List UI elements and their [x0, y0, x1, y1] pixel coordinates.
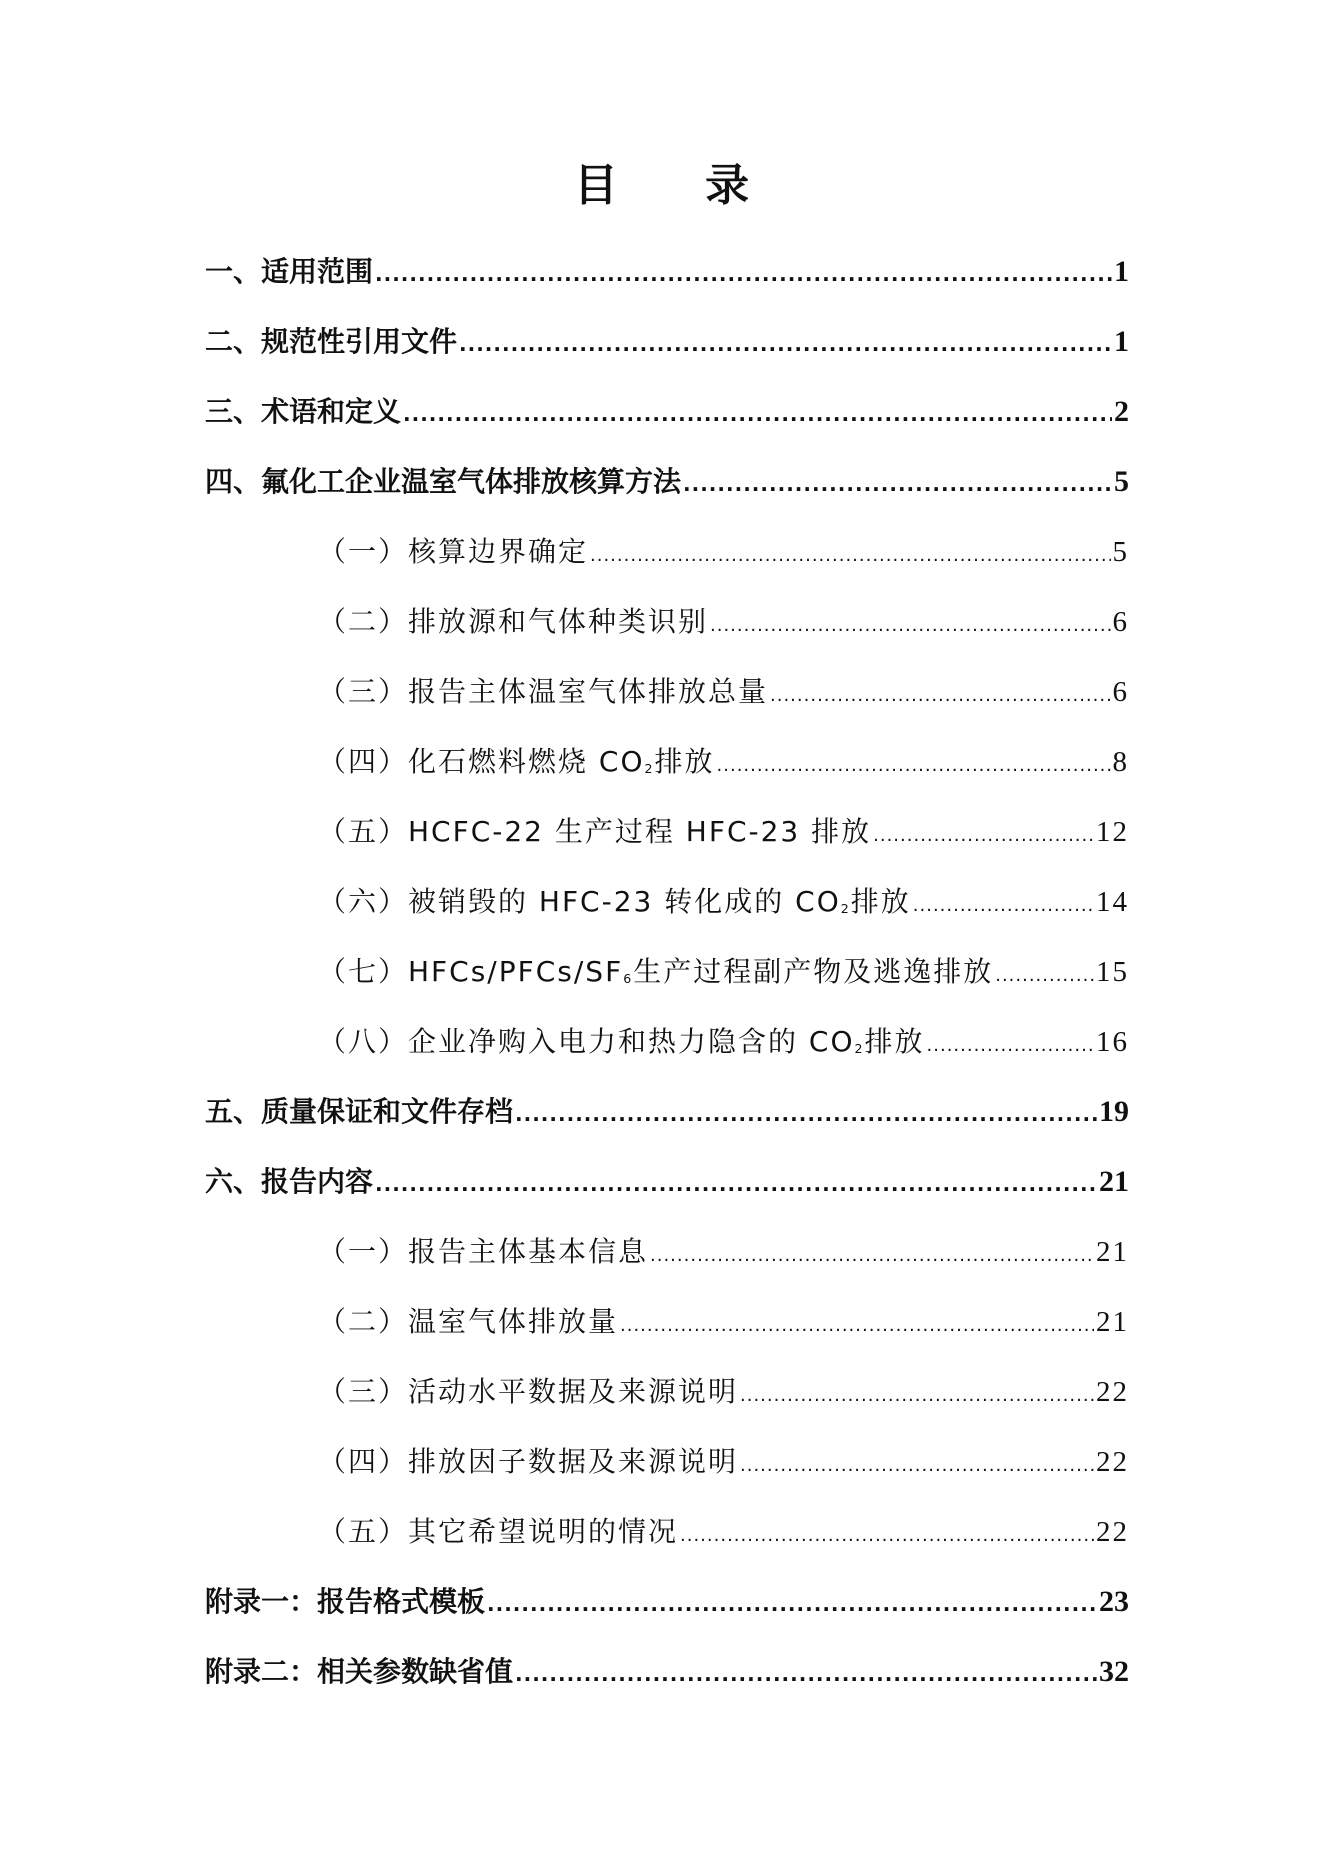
toc-entry-quality-assurance[interactable] — [205, 1090, 1129, 1134]
toc-leader-dots — [375, 1162, 1097, 1206]
toc-entry-text: 六、报告内容 — [205, 1165, 374, 1198]
toc-page-number: 19 — [1099, 1095, 1129, 1128]
toc-subentry-electricity-heat[interactable] — [318, 1020, 1129, 1064]
toc-page-number: 6 — [1112, 606, 1129, 638]
toc-entry-text: 三、术语和定义 — [205, 395, 402, 428]
toc-entry-text: （二）排放源和气体种类识别 — [318, 605, 709, 638]
toc-entry-text: （六）被销毁的 HFC-23 转化成的 $CO_2$排放 — [318, 885, 911, 918]
toc-page-number: 6 — [1112, 676, 1129, 708]
toc-subentry-hcfc22[interactable] — [318, 810, 1129, 854]
toc-page-number: 15 — [1096, 956, 1129, 988]
toc-entry-text: 一、适用范围 — [205, 255, 374, 288]
toc-subentry-activity-data[interactable] — [318, 1370, 1129, 1414]
toc-leader-dots — [487, 1582, 1097, 1626]
toc-page-number: 12 — [1096, 816, 1129, 848]
toc-page-number: 2 — [1114, 395, 1129, 428]
toc-subentry-hfc23-destroyed[interactable] — [318, 880, 1129, 924]
subscript: 2 — [644, 760, 655, 776]
toc-subentry-byproduct-fugitive[interactable] — [318, 950, 1129, 994]
toc-subentry-total-emissions[interactable] — [318, 670, 1129, 714]
toc-entry-normative-references[interactable] — [205, 320, 1129, 364]
toc-entry-accounting-method[interactable] — [205, 460, 1129, 504]
toc-entry-text: 四、氟化工企业温室气体排放核算方法 — [205, 465, 682, 498]
subscript: 2 — [854, 1040, 865, 1056]
toc-page-number: 32 — [1099, 1655, 1129, 1688]
toc-entry-text: （三）报告主体温室气体排放总量 — [318, 675, 769, 708]
toc-leader-dots — [717, 744, 1111, 788]
toc-leader-dots — [680, 1514, 1094, 1558]
toc-entry-text: （八）企业净购入电力和热力隐含的 $CO_2$排放 — [318, 1025, 925, 1058]
toc-subentry-emission-amount[interactable] — [318, 1300, 1129, 1344]
toc-leader-dots — [740, 1444, 1094, 1488]
toc-entry-terms-definitions[interactable] — [205, 390, 1129, 434]
toc-page-number: 23 — [1099, 1585, 1129, 1618]
toc-subentry-emission-sources[interactable] — [318, 600, 1129, 644]
toc-entry-text: （一）报告主体基本信息 — [318, 1235, 649, 1268]
toc-leader-dots — [740, 1374, 1094, 1418]
toc-leader-dots — [515, 1652, 1097, 1696]
toc-leader-dots — [913, 884, 1094, 928]
toc-subentry-fossil-fuel[interactable] — [318, 740, 1129, 784]
toc-leader-dots — [515, 1092, 1097, 1136]
toc-page-number: 21 — [1096, 1236, 1129, 1268]
toc-page-number: 14 — [1096, 886, 1129, 918]
toc-leader-dots — [620, 1304, 1094, 1348]
toc-subentry-other-notes[interactable] — [318, 1510, 1129, 1554]
toc-subentry-boundary[interactable] — [318, 530, 1129, 574]
toc-leader-dots — [873, 814, 1094, 858]
toc-leader-dots — [683, 462, 1112, 506]
toc-entry-text: （四）化石燃料燃烧 $CO_2$排放 — [318, 745, 715, 778]
toc-page-number: 21 — [1099, 1165, 1129, 1198]
toc-page-number: 16 — [1096, 1026, 1129, 1058]
toc-leader-dots — [375, 252, 1112, 296]
toc-leader-dots — [650, 1234, 1094, 1278]
toc-page-number: 1 — [1114, 325, 1129, 358]
toc-leader-dots — [927, 1024, 1094, 1068]
toc-entry-text: 附录二：相关参数缺省值 — [205, 1655, 514, 1688]
toc-leader-dots — [459, 322, 1112, 366]
toc-page-number: 5 — [1114, 465, 1129, 498]
subscript: 6 — [623, 970, 634, 986]
toc-page-number: 22 — [1096, 1516, 1129, 1548]
toc-page-number: 21 — [1096, 1306, 1129, 1338]
toc-entry-appendix-1[interactable] — [205, 1580, 1129, 1624]
toc-page-number: 8 — [1112, 746, 1129, 778]
toc-entry-text: 二、规范性引用文件 — [205, 325, 458, 358]
toc-entry-text: 五、质量保证和文件存档 — [205, 1095, 514, 1128]
toc-entry-text: （五）其它希望说明的情况 — [318, 1515, 679, 1548]
toc-subentry-emission-factors[interactable] — [318, 1440, 1129, 1484]
subscript: 2 — [840, 900, 851, 916]
toc-leader-dots — [710, 604, 1110, 648]
page-title: 目 录 — [573, 160, 786, 211]
toc-entry-text: （五）HCFC-22 生产过程 HFC-23 排放 — [318, 815, 872, 848]
toc-entry-text: （一）核算边界确定 — [318, 535, 589, 568]
toc-leader-dots — [590, 534, 1110, 578]
toc-page-number: 22 — [1096, 1376, 1129, 1408]
toc-entry-text: （三）活动水平数据及来源说明 — [318, 1375, 739, 1408]
toc-page-number: 1 — [1114, 255, 1129, 288]
toc-entry-report-content[interactable] — [205, 1160, 1129, 1204]
toc-leader-dots — [403, 392, 1112, 436]
toc-leader-dots — [995, 954, 1094, 998]
toc-page-number: 22 — [1096, 1446, 1129, 1478]
toc-entry-text: （四）排放因子数据及来源说明 — [318, 1445, 739, 1478]
toc-page-number: 5 — [1112, 536, 1129, 568]
toc-entry-text: 附录一：报告格式模板 — [205, 1585, 486, 1618]
toc-entry-scope[interactable] — [205, 250, 1129, 294]
toc-entry-text: （二）温室气体排放量 — [318, 1305, 619, 1338]
toc-subentry-basic-info[interactable] — [318, 1230, 1129, 1274]
toc-leader-dots — [770, 674, 1110, 718]
toc-entry-appendix-2[interactable] — [205, 1650, 1129, 1694]
toc-entry-text: （七）$HFCs/PFCs/SF_6$生产过程副产物及逃逸排放 — [318, 955, 994, 988]
